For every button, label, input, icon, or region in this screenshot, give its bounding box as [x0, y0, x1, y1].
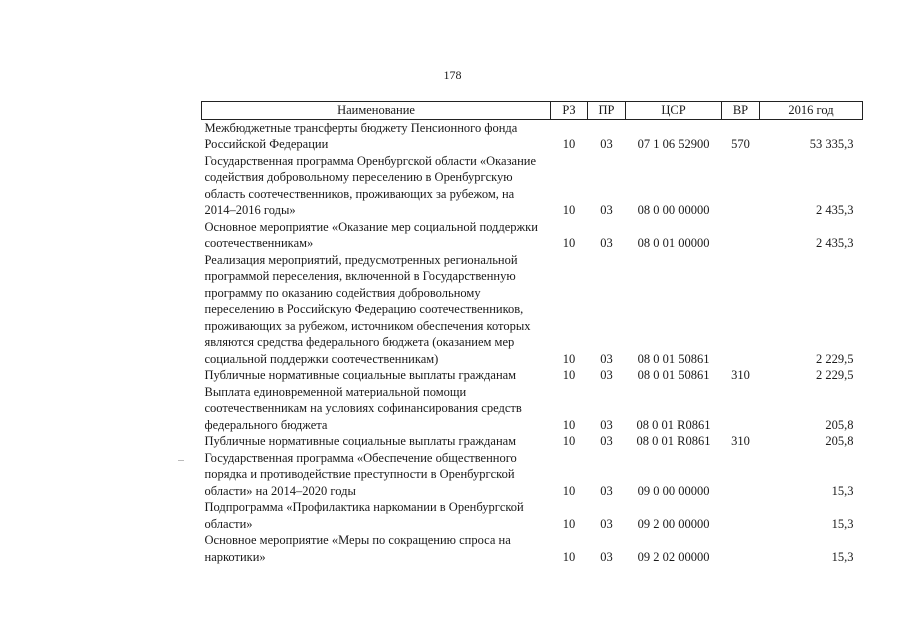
row-name: Государственная программа «Обеспечение общественного порядка и противодействие преступности в Оренбургской области» на 2014–2020 годы	[204, 450, 517, 498]
row-name: Публичные нормативные социальные выплаты гражданам	[204, 434, 517, 448]
row-csr: 09 0 00 00000	[637, 483, 710, 498]
budget-table	[201, 101, 863, 565]
table-row	[202, 252, 863, 368]
row-name: Публичные нормативные социальные выплаты гражданам	[204, 368, 517, 382]
row-rz: 10	[562, 483, 576, 498]
row-csr: 09 2 02 00000	[637, 549, 710, 564]
row-sum: 2 229,5	[816, 368, 854, 382]
header-name: Наименование	[202, 102, 551, 120]
row-sum: 205,8	[825, 417, 854, 432]
row-rz: 10	[562, 137, 576, 151]
row-name: Реализация мероприятий, предусмотренных региональной программой переселения, включенной в Государственную программу по оказанию содействия добровольному переселению в Российскую Федерацию соотечественников, проживающих за рубежом, источником обеспечения которых являются средства федерального бюджета (оказанием мер социальной поддержки соотечественникам)	[204, 252, 531, 366]
row-csr: 08 0 00 00000	[637, 203, 710, 217]
row-csr: 08 0 01 R0861	[636, 434, 711, 448]
row-vr	[722, 532, 760, 565]
row-vr	[722, 450, 760, 500]
row-csr: 08 0 01 R0861	[636, 417, 711, 432]
row-name: Межбюджетные трансферты бюджету Пенсионного фонда Российской Федерации	[204, 120, 518, 151]
table-row	[202, 433, 863, 450]
row-name: Выплата единовременной материальной помощи соотечественникам на условиях софинансирования средств федерального бюджета	[204, 384, 522, 432]
row-pr: 03	[600, 368, 613, 382]
row-vr: 570	[731, 137, 750, 151]
row-rz: 10	[562, 236, 576, 250]
row-csr: 07 1 06 52900	[637, 137, 710, 151]
row-pr: 03	[600, 417, 613, 432]
header-vr: ВР	[722, 102, 760, 120]
table-row	[202, 153, 863, 219]
table-row	[202, 119, 863, 153]
table-row	[202, 384, 863, 434]
row-sum: 205,8	[825, 434, 854, 448]
header-pr: ПР	[588, 102, 626, 120]
row-pr: 03	[600, 434, 613, 448]
header-sum: 2016 год	[760, 102, 863, 120]
row-pr: 03	[600, 483, 613, 498]
row-vr	[722, 384, 760, 434]
row-sum: 15,3	[831, 549, 854, 564]
header-csr: ЦСР	[626, 102, 722, 120]
row-csr: 08 0 01 50861	[637, 368, 710, 382]
row-rz: 10	[562, 516, 576, 531]
row-pr: 03	[600, 516, 613, 531]
row-name: Основное мероприятие «Меры по сокращению спроса на наркотики»	[204, 533, 511, 564]
row-pr: 03	[600, 351, 613, 366]
table-row	[202, 499, 863, 532]
row-pr: 03	[600, 236, 613, 250]
row-rz: 10	[562, 434, 576, 448]
row-name: Основное мероприятие «Оказание мер социальной поддержки соотечественникам»	[204, 219, 538, 250]
scan-mark	[178, 460, 184, 461]
row-sum: 2 229,5	[816, 351, 854, 366]
row-csr: 08 0 01 00000	[637, 236, 710, 250]
row-csr: 08 0 01 50861	[637, 351, 710, 366]
row-vr: 310	[731, 368, 750, 382]
row-sum: 2 435,3	[816, 203, 854, 217]
row-csr: 09 2 00 00000	[637, 516, 710, 531]
table-row	[202, 450, 863, 500]
row-rz: 10	[562, 417, 576, 432]
row-sum: 15,3	[831, 516, 854, 531]
header-rz: РЗ	[551, 102, 588, 120]
row-pr: 03	[600, 137, 613, 151]
row-vr	[722, 252, 760, 368]
row-pr: 03	[600, 549, 613, 564]
row-name: Государственная программа Оренбургской области «Оказание содействия добровольному переселению в Оренбургскую область соотечественников, проживающих за рубежом, на 2014–2016 годы»	[204, 153, 537, 217]
page-number: 178	[443, 68, 462, 82]
row-rz: 10	[562, 203, 576, 217]
row-name: Подпрограмма «Профилактика наркомании в Оренбургской области»	[204, 500, 524, 531]
row-rz: 10	[562, 368, 576, 382]
row-rz: 10	[562, 351, 576, 366]
row-pr: 03	[600, 203, 613, 217]
table-row	[202, 219, 863, 252]
row-vr	[722, 219, 760, 252]
row-vr: 310	[731, 434, 750, 448]
table-row	[202, 532, 863, 565]
row-sum: 15,3	[831, 483, 854, 498]
row-vr	[722, 499, 760, 532]
row-vr	[722, 153, 760, 219]
table-header-row	[202, 102, 863, 120]
row-sum: 53 335,3	[809, 137, 854, 151]
row-rz: 10	[562, 549, 576, 564]
row-sum: 2 435,3	[816, 236, 854, 250]
table-row	[202, 367, 863, 384]
